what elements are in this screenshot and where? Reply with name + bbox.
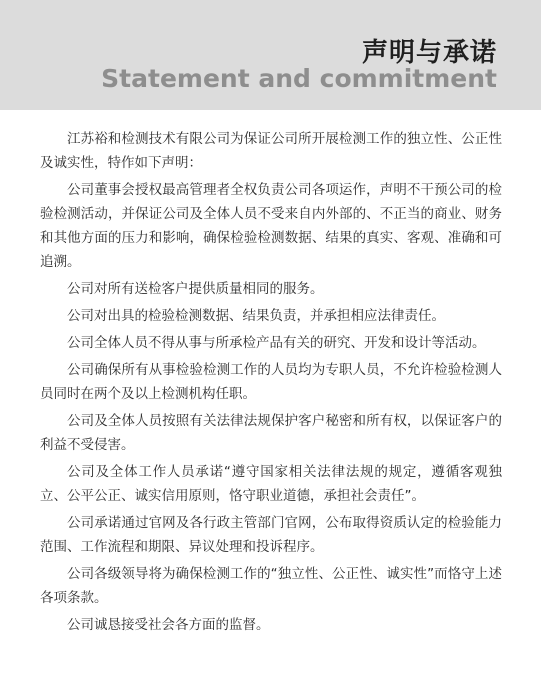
page-title: 声明与承诺 (361, 38, 497, 68)
paragraph-equal-service: 公司对所有送检客户提供质量相同的服务。 (67, 281, 324, 297)
paragraph-publication: 公司承诺通过官网及各行政主管部门官网，公布取得资质认定的检验能力范围、工作流程和期限、异议处理和投诉程序。 (40, 515, 502, 555)
paragraph-board-authorization: 公司董事会授权最高管理者全权负责公司各项运作，声明不干预公司的检验检测活动，并保证公司及全体人员不受来自内外部的、不正当的商业、财务和其他方面的压力和影响，确保检验检测数据、结果的真实、客观、准确和可追溯。 (40, 182, 502, 270)
statement-body (40, 127, 502, 640)
paragraph-leadership: 公司各级领导将为确保检测工作的“独立性、公正性、诚实性”而恪守上述各项条款。 (40, 566, 502, 606)
paragraph-full-time-staff: 公司确保所有从事检验检测工作的人员均为专职人员，不允许检验检测人员同时在两个及以上检测机构任职。 (40, 362, 502, 402)
paragraph-staff-commitment: 公司及全体工作人员承诺“遵守国家相关法律法规的规定，遵循客观独立、公平公正、诚实信用原则，恪守职业道德，承担社会责任”。 (40, 464, 502, 504)
paragraph-legal-responsibility: 公司对出具的检验检测数据、结果负责，并承担相应法律责任。 (67, 308, 445, 324)
page-subtitle: Statement and commitment (101, 64, 497, 93)
paragraph-no-conflict: 公司全体人员不得从事与所承检产品有关的研究、开发和设计等活动。 (67, 335, 486, 351)
paragraph-supervision: 公司诚恳接受社会各方面的监督。 (67, 617, 270, 633)
header-banner (0, 0, 541, 110)
paragraph-intro: 江苏裕和检测技术有限公司为保证公司所开展检测工作的独立性、公正性及诚实性，特作如下声明： (40, 131, 502, 171)
paragraph-confidentiality: 公司及全体人员按照有关法律法规保护客户秘密和所有权，以保证客户的利益不受侵害。 (40, 413, 502, 453)
